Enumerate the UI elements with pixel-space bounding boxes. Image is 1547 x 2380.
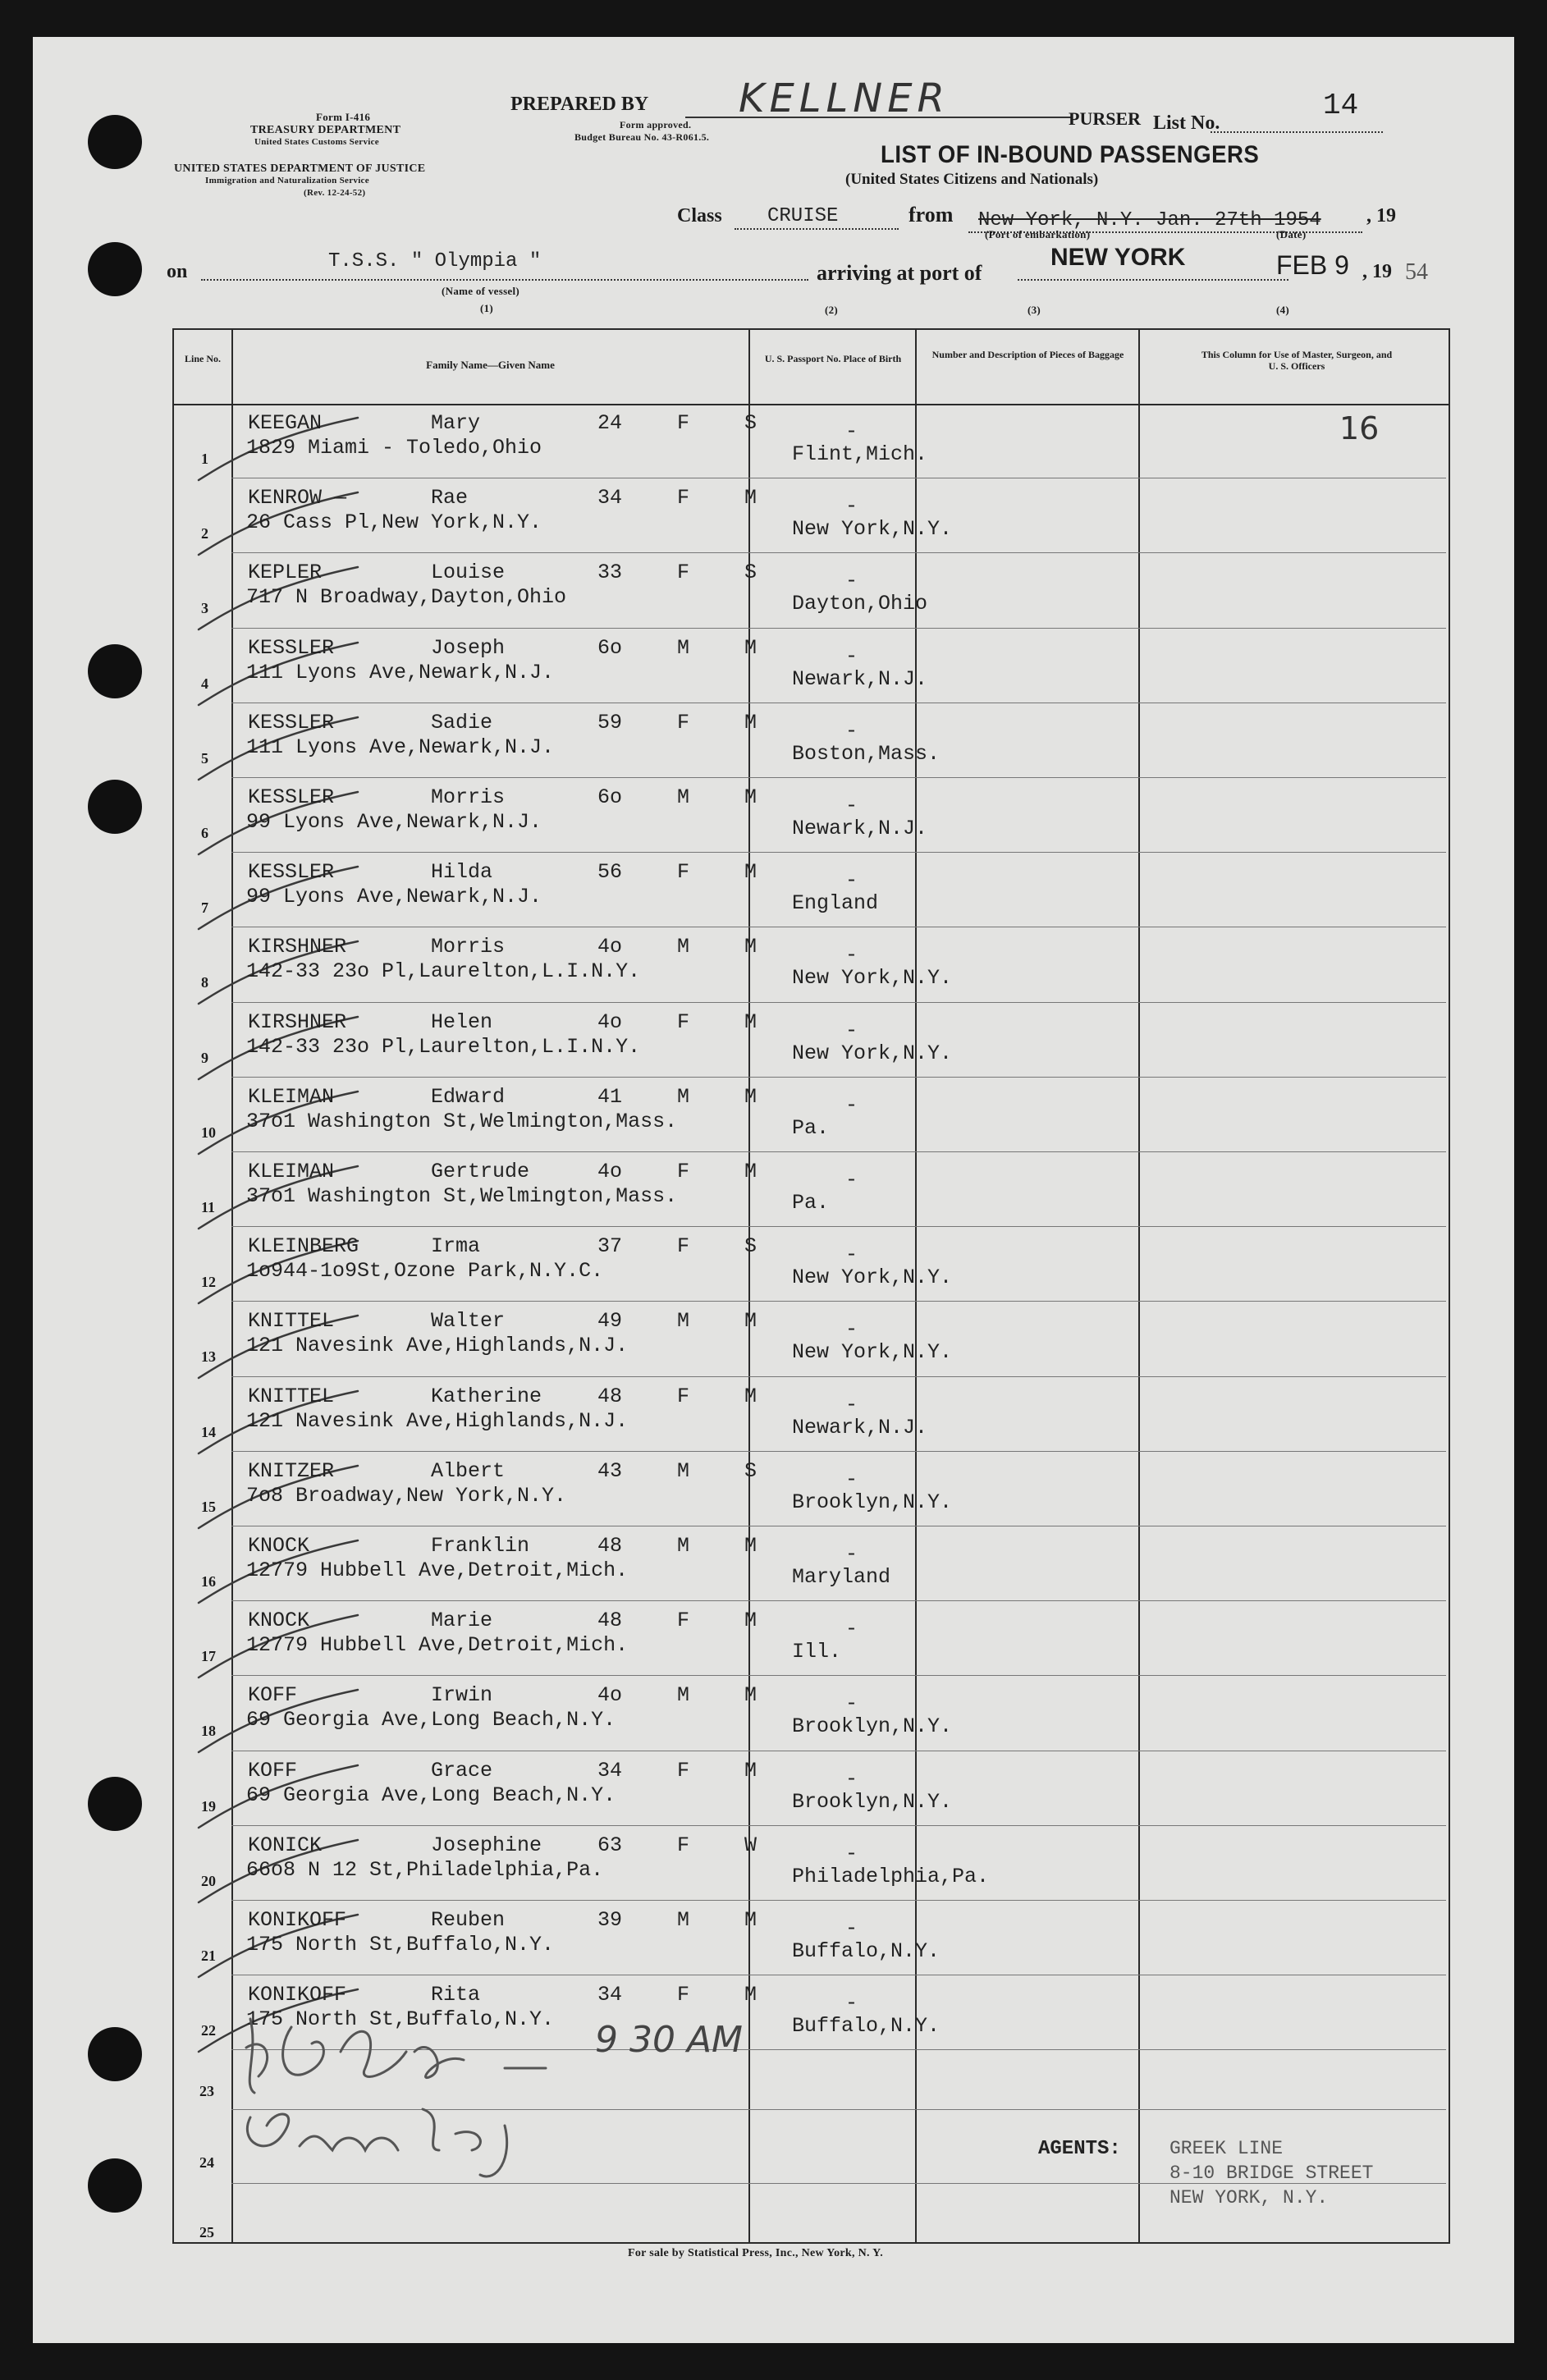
passport-no: - <box>845 943 858 968</box>
marital-status: M <box>744 1309 757 1334</box>
passenger-row <box>197 1677 1543 1751</box>
given-name: Morris <box>431 785 506 809</box>
given-name: Walter <box>431 1309 506 1334</box>
address: 12779 Hubbell Ave,Detroit,Mich. <box>246 1633 629 1658</box>
passport-no: - <box>845 1168 858 1192</box>
marital-status: M <box>744 860 757 885</box>
prepared-by-value: KELLNER <box>739 76 950 121</box>
passport-no: - <box>845 1542 858 1566</box>
passenger-row <box>197 1153 1543 1227</box>
given-name: Morris <box>431 935 506 959</box>
family-name: KNITZER <box>248 1458 335 1483</box>
passport-no: - <box>845 718 858 743</box>
line-number: 13 <box>201 1348 216 1366</box>
row-rule <box>231 1226 1446 1227</box>
place-of-birth: Flint,Mich. <box>792 442 928 466</box>
passenger-row <box>197 1378 1543 1452</box>
place-of-birth: Dayton,Ohio <box>792 592 928 616</box>
address: 717 N Broadway,Dayton,Ohio <box>246 585 567 610</box>
passenger-row <box>197 1004 1543 1078</box>
age: 49 <box>597 1309 623 1334</box>
address: 26 Cass Pl,New York,N.Y. <box>246 510 542 535</box>
place-of-birth: New York,N.Y. <box>792 517 953 542</box>
age: 41 <box>597 1084 623 1109</box>
age: 56 <box>597 860 623 885</box>
given-name: Franklin <box>431 1534 530 1558</box>
family-name: KNITTEL <box>248 1384 335 1408</box>
place-of-birth: Brooklyn,N.Y. <box>792 1714 953 1739</box>
passport-no: - <box>845 1991 858 2016</box>
address: 121 Navesink Ave,Highlands,N.J. <box>246 1408 629 1433</box>
given-name: Irma <box>431 1234 481 1259</box>
marital-status: M <box>744 1908 757 1932</box>
row-rule <box>231 777 1446 778</box>
col-num-3: (3) <box>1028 304 1041 316</box>
passenger-row <box>197 1752 1543 1826</box>
col-num-2: (2) <box>825 304 839 316</box>
given-name: Helen <box>431 1009 493 1034</box>
place-of-birth: Philadelphia,Pa. <box>792 1864 990 1888</box>
passport-no: - <box>845 1916 858 1940</box>
marital-status: M <box>744 1084 757 1109</box>
address: 121 Navesink Ave,Highlands,N.J. <box>246 1334 629 1358</box>
line-number: 5 <box>201 749 208 767</box>
ins-service: Immigration and Naturalization Service <box>205 176 369 185</box>
age: 4o <box>597 1009 623 1034</box>
vessel-line <box>201 279 808 281</box>
address: 37o1 Washington St,Welmington,Mass. <box>246 1184 678 1208</box>
age: 6o <box>597 785 623 809</box>
passenger-row <box>197 1453 1543 1526</box>
vessel-value: T.S.S. " Olympia " <box>328 250 542 272</box>
address: 12779 Hubbell Ave,Detroit,Mich. <box>246 1558 629 1582</box>
row-rule <box>231 852 1446 853</box>
given-name: Sadie <box>431 710 493 735</box>
age: 37 <box>597 1234 623 1259</box>
given-name: Irwin <box>431 1683 493 1708</box>
passport-no: - <box>845 1617 858 1641</box>
passenger-row <box>197 1228 1543 1302</box>
passenger-row <box>197 1602 1543 1676</box>
place-of-birth: Pa. <box>792 1191 830 1215</box>
passenger-row <box>197 1302 1543 1376</box>
address: 111 Lyons Ave,Newark,N.J. <box>246 660 555 684</box>
year-label: , 19 <box>1366 205 1396 227</box>
sex: F <box>677 1384 690 1408</box>
row-rule <box>231 1376 1446 1377</box>
sex: F <box>677 860 690 885</box>
family-name: KIRSHNER <box>248 1009 347 1034</box>
marital-status: W <box>744 1833 757 1857</box>
punch-hole <box>88 644 142 698</box>
passport-no: - <box>845 1841 858 1865</box>
line-number: 20 <box>201 1872 216 1889</box>
handwritten-time: 9 30 AM <box>595 2019 744 2061</box>
officer-note: 16 <box>1339 410 1380 446</box>
line-number: 15 <box>201 1498 216 1515</box>
family-name: KNOCK <box>248 1534 310 1558</box>
place-of-birth: New York,N.Y. <box>792 966 953 991</box>
header-passport: U. S. Passport No. Place of Birth <box>764 353 902 364</box>
class-line <box>735 228 899 230</box>
given-name: Joseph <box>431 635 506 660</box>
class-label: Class <box>677 205 722 227</box>
family-name: KONIKOFF <box>248 1983 347 2007</box>
line-number: 8 <box>201 974 208 991</box>
passenger-row <box>197 704 1543 778</box>
marital-status: M <box>744 486 757 510</box>
line-number: 4 <box>201 675 208 692</box>
form-approved: Form approved. <box>620 119 692 130</box>
line-number: 25 <box>199 2224 214 2240</box>
family-name: KESSLER <box>248 710 335 735</box>
place-of-birth: Newark,N.J. <box>792 1415 928 1439</box>
passport-no: - <box>845 419 858 443</box>
age: 33 <box>597 561 623 585</box>
revision: (Rev. 12-24-52) <box>304 188 366 198</box>
list-no-label: List No. <box>1153 112 1220 134</box>
sex: F <box>677 486 690 510</box>
sex: M <box>677 1309 690 1334</box>
line-number: 1 <box>201 451 208 467</box>
passenger-row <box>197 405 1543 478</box>
list-subtitle: (United States Citizens and Nationals) <box>845 171 1099 188</box>
age: 24 <box>597 411 623 435</box>
marital-status: S <box>744 1458 757 1483</box>
family-name: KLEINBERG <box>248 1234 359 1259</box>
sex: F <box>677 1609 690 1633</box>
address: 142-33 23o Pl,Laurelton,L.I.N.Y. <box>246 1034 641 1059</box>
passport-no: - <box>845 1018 858 1042</box>
from-value: New York, N.Y. Jan. 27th 1954 <box>978 209 1321 231</box>
passenger-row <box>197 629 1543 703</box>
address: 99 Lyons Ave,Newark,N.J. <box>246 885 542 909</box>
address: 175 North St,Buffalo,N.Y. <box>246 2007 555 2032</box>
arrival-year-prefix: , 19 <box>1362 261 1392 282</box>
agents-line-3: NEW YORK, N.Y. <box>1169 2187 1329 2208</box>
address: 69 Georgia Ave,Long Beach,N.Y. <box>246 1708 616 1732</box>
sex: M <box>677 1683 690 1708</box>
place-of-birth: Maryland <box>792 1565 891 1589</box>
line-number: 6 <box>201 825 208 841</box>
family-name: KESSLER <box>248 860 335 885</box>
address: 69 Georgia Ave,Long Beach,N.Y. <box>246 1783 616 1807</box>
passenger-row <box>197 1902 1543 1975</box>
address: 111 Lyons Ave,Newark,N.J. <box>246 735 555 759</box>
age: 4o <box>597 1683 623 1708</box>
passenger-row <box>197 479 1543 553</box>
sex: M <box>677 935 690 959</box>
sex: F <box>677 411 690 435</box>
age: 59 <box>597 710 623 735</box>
sex: F <box>677 710 690 735</box>
line-number: 24 <box>199 2154 214 2171</box>
punch-hole <box>88 780 142 834</box>
marital-status: M <box>744 1009 757 1034</box>
family-name: KEEGAN <box>248 411 323 435</box>
passport-no: - <box>845 1392 858 1417</box>
family-name: KNOCK <box>248 1609 310 1633</box>
line-number: 23 <box>199 2083 214 2099</box>
line-number: 14 <box>201 1423 216 1440</box>
given-name: Rita <box>431 1983 481 2007</box>
marital-status: S <box>744 561 757 585</box>
header-officers: This Column for Use of Master, Surgeon, and U. S. Officers <box>1201 349 1393 372</box>
class-value: CRUISE <box>767 205 839 227</box>
line-number: 3 <box>201 600 208 617</box>
sex: M <box>677 785 690 809</box>
family-name: KOFF <box>248 1683 298 1708</box>
sex: M <box>677 1458 690 1483</box>
address: 7o8 Broadway,New York,N.Y. <box>246 1483 567 1508</box>
list-no-value: 14 <box>1323 89 1359 122</box>
place-of-birth: New York,N.Y. <box>792 1340 953 1365</box>
passport-no: - <box>845 794 858 817</box>
prepared-by-line <box>685 117 1071 118</box>
given-name: Hilda <box>431 860 493 885</box>
address: 37o1 Washington St,Welmington,Mass. <box>246 1109 678 1133</box>
age: 43 <box>597 1458 623 1483</box>
passport-no: - <box>845 1243 858 1267</box>
given-name: Albert <box>431 1458 506 1483</box>
passport-no: - <box>845 868 858 893</box>
place-of-birth: Newark,N.J. <box>792 666 928 691</box>
row-rule <box>231 1151 1446 1152</box>
row-rule <box>231 1825 1446 1826</box>
port-caption: (Port of embarkation) <box>985 228 1091 240</box>
given-name: Reuben <box>431 1908 506 1932</box>
family-name: KESSLER <box>248 635 335 660</box>
place-of-birth: Brooklyn,N.Y. <box>792 1789 953 1814</box>
place-of-birth: Brooklyn,N.Y. <box>792 1490 953 1514</box>
row-rule <box>231 1600 1446 1601</box>
agents-line-2: 8-10 BRIDGE STREET <box>1169 2163 1374 2184</box>
sex: F <box>677 1833 690 1857</box>
sex: M <box>677 635 690 660</box>
passport-no: - <box>845 1092 858 1117</box>
passport-no: - <box>845 643 858 668</box>
row-rule <box>231 1675 1446 1676</box>
given-name: Edward <box>431 1084 506 1109</box>
passenger-row <box>197 1827 1543 1901</box>
passport-no: - <box>845 1467 858 1491</box>
age: 4o <box>597 935 623 959</box>
line-number: 11 <box>201 1199 216 1215</box>
punch-hole <box>88 2027 142 2081</box>
passenger-row <box>197 1078 1543 1152</box>
given-name: Josephine <box>431 1833 542 1857</box>
line-number: 22 <box>201 2022 216 2039</box>
marital-status: M <box>744 1983 757 2007</box>
treasury-dept: TREASURY DEPARTMENT <box>250 124 401 136</box>
punch-hole <box>88 2158 142 2213</box>
sex: M <box>677 1908 690 1932</box>
sex: M <box>677 1084 690 1109</box>
form-number: Form I-416 <box>316 111 371 123</box>
given-name: Rae <box>431 486 469 510</box>
family-name: KOFF <box>248 1758 298 1783</box>
age: 39 <box>597 1908 623 1932</box>
punch-hole <box>88 1777 142 1831</box>
on-label: on <box>167 261 188 282</box>
sex: F <box>677 1009 690 1034</box>
given-name: Grace <box>431 1758 493 1783</box>
age: 34 <box>597 486 623 510</box>
col-num-4: (4) <box>1276 304 1290 316</box>
purser-label: PURSER <box>1069 108 1142 129</box>
line-number: 12 <box>201 1274 216 1291</box>
line-number: 9 <box>201 1049 208 1066</box>
address: 66o8 N 12 St,Philadelphia,Pa. <box>246 1857 604 1882</box>
given-name: Mary <box>431 411 481 435</box>
marital-status: M <box>744 635 757 660</box>
given-name: Katherine <box>431 1384 542 1408</box>
header-name: Family Name—Given Name <box>426 359 555 371</box>
header-baggage: Number and Description of Pieces of Baggage <box>931 349 1124 360</box>
passport-no: - <box>845 569 858 593</box>
place-of-birth: England <box>792 891 879 916</box>
date-caption: (Date) <box>1276 228 1307 240</box>
marital-status: M <box>744 785 757 809</box>
family-name: KLEIMAN <box>248 1084 335 1109</box>
row-rule <box>231 1451 1446 1452</box>
passenger-row <box>197 854 1543 927</box>
family-name: KONIKOFF <box>248 1908 347 1932</box>
header-line-no: Line No. <box>184 353 221 364</box>
line-number: 10 <box>201 1124 216 1141</box>
place-of-birth: New York,N.Y. <box>792 1041 953 1065</box>
agents-line-1: GREEK LINE <box>1169 2138 1284 2159</box>
address: 1829 Miami - Toledo,Ohio <box>246 436 542 460</box>
marital-status: M <box>744 935 757 959</box>
family-name: KONICK <box>248 1833 323 1857</box>
family-name: KLEIMAN <box>248 1160 335 1183</box>
list-title: LIST OF IN-BOUND PASSENGERS <box>881 141 1260 168</box>
customs-service: United States Customs Service <box>254 137 379 147</box>
family-name: KIRSHNER <box>248 935 347 959</box>
marital-status: M <box>744 1609 757 1633</box>
line-number: 18 <box>201 1723 216 1740</box>
marital-status: M <box>744 710 757 735</box>
justice-dept: UNITED STATES DEPARTMENT OF JUSTICE <box>174 162 426 175</box>
line-number: 17 <box>201 1648 216 1665</box>
marital-status: S <box>744 1234 757 1259</box>
line-number: 16 <box>201 1573 216 1590</box>
row-rule <box>231 1900 1446 1901</box>
given-name: Marie <box>431 1609 493 1633</box>
from-label: from <box>909 203 954 227</box>
age: 6o <box>597 635 623 660</box>
age: 4o <box>597 1160 623 1183</box>
passenger-row <box>197 554 1543 628</box>
row-rule <box>231 1002 1446 1003</box>
place-of-birth: Buffalo,N.Y. <box>792 2014 941 2039</box>
marital-status: M <box>744 1683 757 1708</box>
place-of-birth: Newark,N.J. <box>792 817 928 840</box>
place-of-birth: Boston,Mass. <box>792 741 941 766</box>
marital-status: M <box>744 1160 757 1183</box>
line-number: 7 <box>201 899 208 917</box>
arrival-year: 54 <box>1405 259 1428 285</box>
sex: F <box>677 1758 690 1783</box>
sex: F <box>677 1983 690 2007</box>
punch-hole <box>88 242 142 296</box>
family-name: KNITTEL <box>248 1309 335 1334</box>
col-num-1: (1) <box>480 302 494 314</box>
footer-printer: For sale by Statistical Press, Inc., New York, N. Y. <box>628 2247 884 2259</box>
agents-label: AGENTS: <box>1038 2138 1121 2160</box>
given-name: Louise <box>431 561 506 585</box>
place-of-birth: New York,N.Y. <box>792 1266 953 1290</box>
arriving-label: arriving at port of <box>817 261 982 285</box>
arrival-port-value: NEW YORK <box>1050 244 1186 271</box>
list-no-line <box>1211 131 1383 133</box>
age: 48 <box>597 1534 623 1558</box>
age: 34 <box>597 1983 623 2007</box>
place-of-birth: Ill. <box>792 1640 842 1664</box>
row-rule <box>231 1077 1446 1078</box>
arrival-port-line <box>1018 279 1288 281</box>
passenger-row <box>197 928 1543 1002</box>
age: 34 <box>597 1758 623 1783</box>
age: 48 <box>597 1384 623 1408</box>
budget-bureau: Budget Bureau No. 43-R061.5. <box>574 131 710 143</box>
age: 63 <box>597 1833 623 1857</box>
line-number: 19 <box>201 1797 216 1815</box>
arrival-date: FEB 9 <box>1276 250 1349 280</box>
family-name: KESSLER <box>248 785 335 809</box>
passport-no: - <box>845 494 858 519</box>
prepared-by-label: PREPARED BY <box>510 94 649 115</box>
line-number: 21 <box>201 1947 216 1964</box>
address: 142-33 23o Pl,Laurelton,L.I.N.Y. <box>246 959 641 984</box>
passport-no: - <box>845 1317 858 1342</box>
passenger-row <box>197 779 1543 853</box>
line-number: 2 <box>201 525 208 542</box>
sex: F <box>677 1234 690 1259</box>
age: 48 <box>597 1609 623 1633</box>
family-name: KENROW — <box>248 486 347 510</box>
vessel-caption: (Name of vessel) <box>442 285 520 297</box>
row-rule <box>231 552 1446 553</box>
marital-status: M <box>744 1384 757 1408</box>
place-of-birth: Buffalo,N.Y. <box>792 1939 941 1963</box>
address: 99 Lyons Ave,Newark,N.J. <box>246 810 542 834</box>
sex: F <box>677 1160 690 1183</box>
family-name: KEPLER <box>248 561 323 585</box>
address: 1o944-1o9St,Ozone Park,N.Y.C. <box>246 1259 604 1284</box>
marital-status: M <box>744 1758 757 1783</box>
given-name: Gertrude <box>431 1160 530 1183</box>
passport-no: - <box>845 1766 858 1791</box>
passport-no: - <box>845 1691 858 1716</box>
punch-hole <box>88 115 142 169</box>
marital-status: M <box>744 1534 757 1558</box>
sex: M <box>677 1534 690 1558</box>
row-rule <box>231 1301 1446 1302</box>
row-rule <box>231 628 1446 629</box>
marital-status: S <box>744 411 757 435</box>
place-of-birth: Pa. <box>792 1115 830 1140</box>
passenger-row <box>197 1527 1543 1601</box>
address: 175 North St,Buffalo,N.Y. <box>246 1933 555 1957</box>
sex: F <box>677 561 690 585</box>
